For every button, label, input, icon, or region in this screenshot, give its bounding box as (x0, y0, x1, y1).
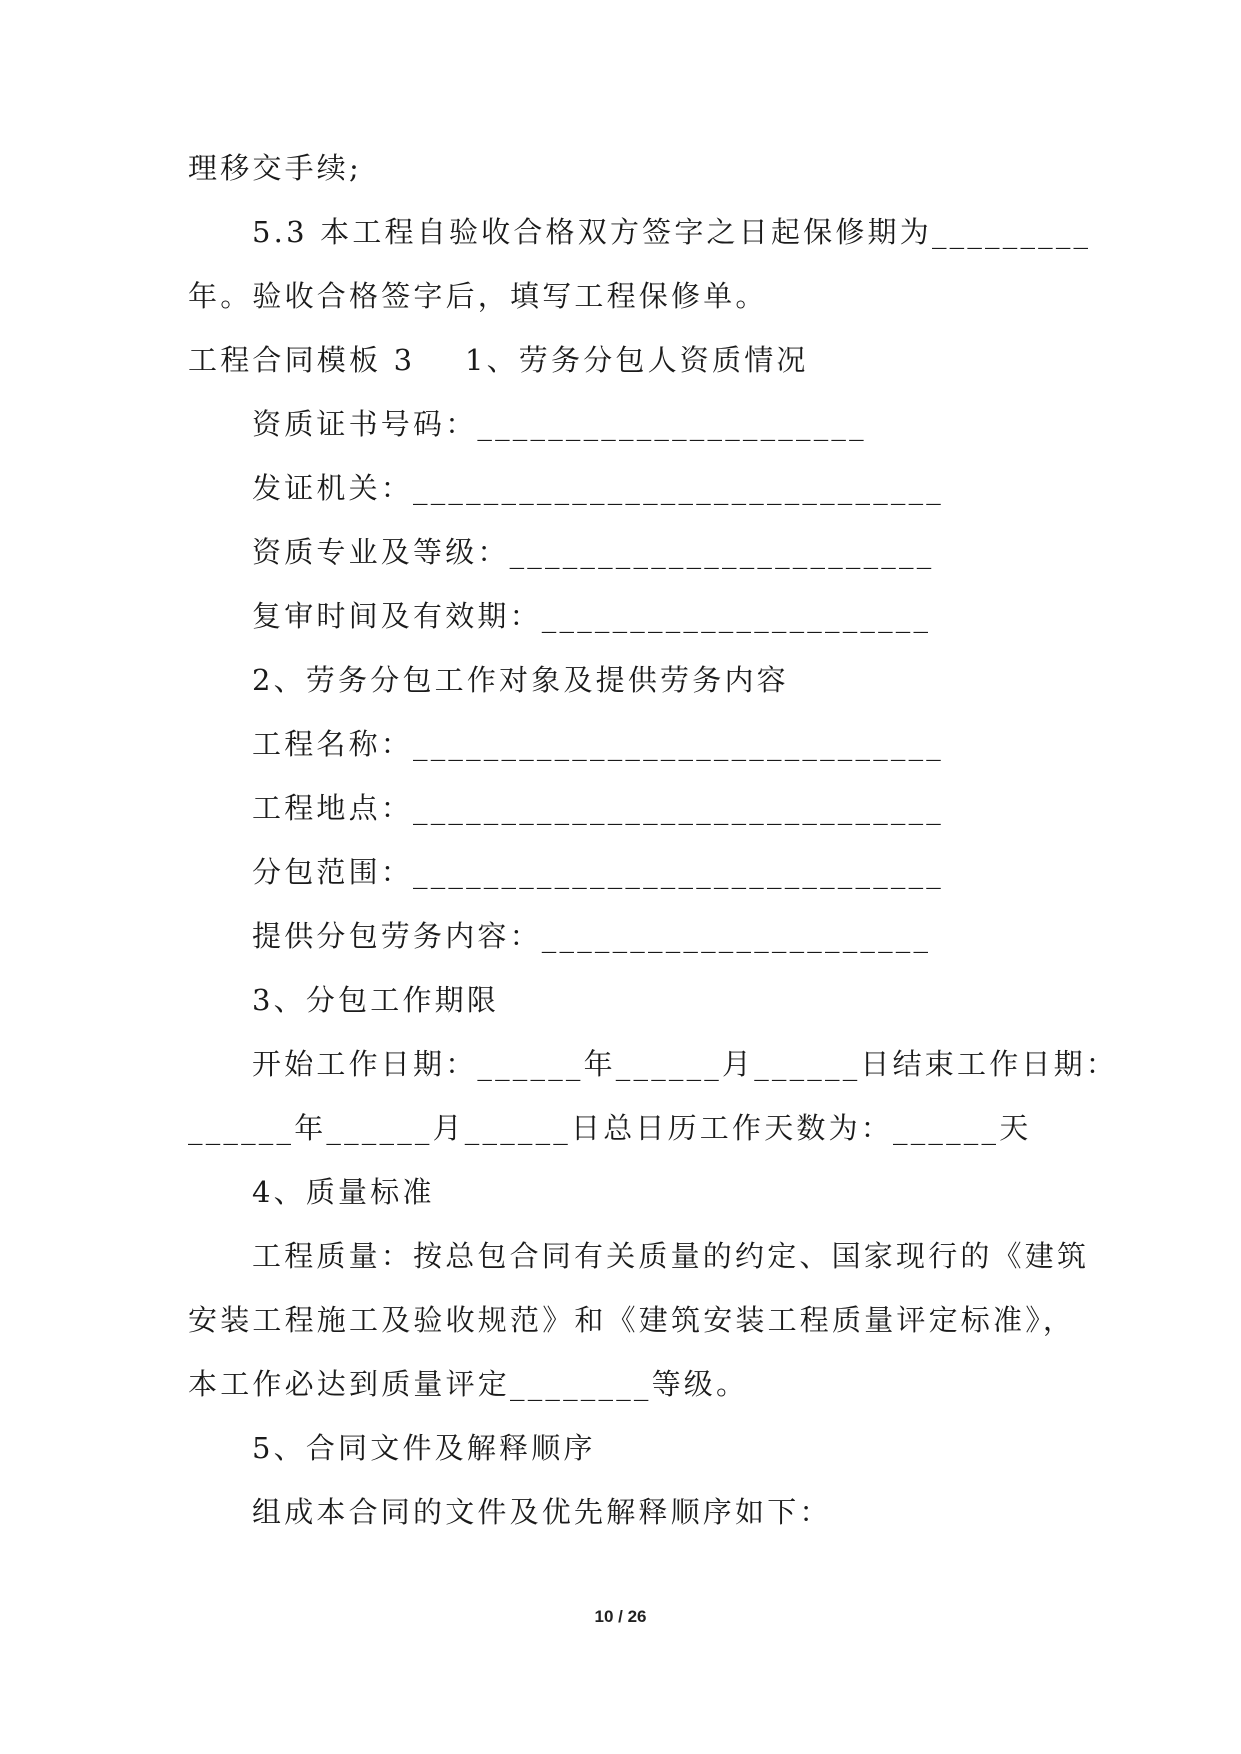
form-field-qualification-grade: 资质专业及等级：________________________ (252, 535, 935, 569)
section-heading-2: 2、劳务分包工作对象及提供劳务内容 (252, 663, 789, 697)
text-line: 安装工程施工及验收规范》和《建筑安装工程质量评定标准》， (188, 1303, 1076, 1337)
text-line: 本工作必达到质量评定________等级。 (188, 1367, 749, 1401)
text-line: 工程质量：按总包合同有关质量的约定、国家现行的《建筑 (252, 1239, 1090, 1273)
form-field-issuing-authority: 发证机关：______________________________ (252, 471, 945, 505)
clause-5-3: 5.3 本工程自验收合格双方签字之日起保修期为_________ (252, 215, 1092, 249)
text-line: 年。验收合格签字后，填写工程保修单。 (188, 279, 768, 313)
section-heading-3: 3、分包工作期限 (252, 983, 500, 1017)
form-field-labor-content: 提供分包劳务内容：______________________ (252, 919, 932, 953)
form-field-subcontract-scope: 分包范围：______________________________ (252, 855, 945, 889)
form-field-certificate-number: 资质证书号码：______________________ (252, 407, 867, 441)
form-field-project-name: 工程名称：______________________________ (252, 727, 945, 761)
form-field-project-location: 工程地点：______________________________ (252, 791, 945, 825)
page-number: 10 / 26 (594, 1607, 647, 1626)
section-heading-4: 4、质量标准 (252, 1175, 435, 1209)
form-field-start-date: 开始工作日期：______年______月______日结束工作日期： (252, 1047, 1119, 1081)
form-field-review-validity: 复审时间及有效期：______________________ (252, 599, 932, 633)
section-heading-5: 5、合同文件及解释顺序 (252, 1431, 596, 1465)
text-line: 组成本合同的文件及优先解释顺序如下： (252, 1495, 832, 1529)
text-line: 理移交手续; (188, 151, 362, 185)
section-heading: 工程合同模板 3 1、劳务分包人资质情况 (188, 343, 809, 377)
form-field-end-date: ______年______月______日总日历工作天数为：______天 (188, 1111, 1032, 1145)
